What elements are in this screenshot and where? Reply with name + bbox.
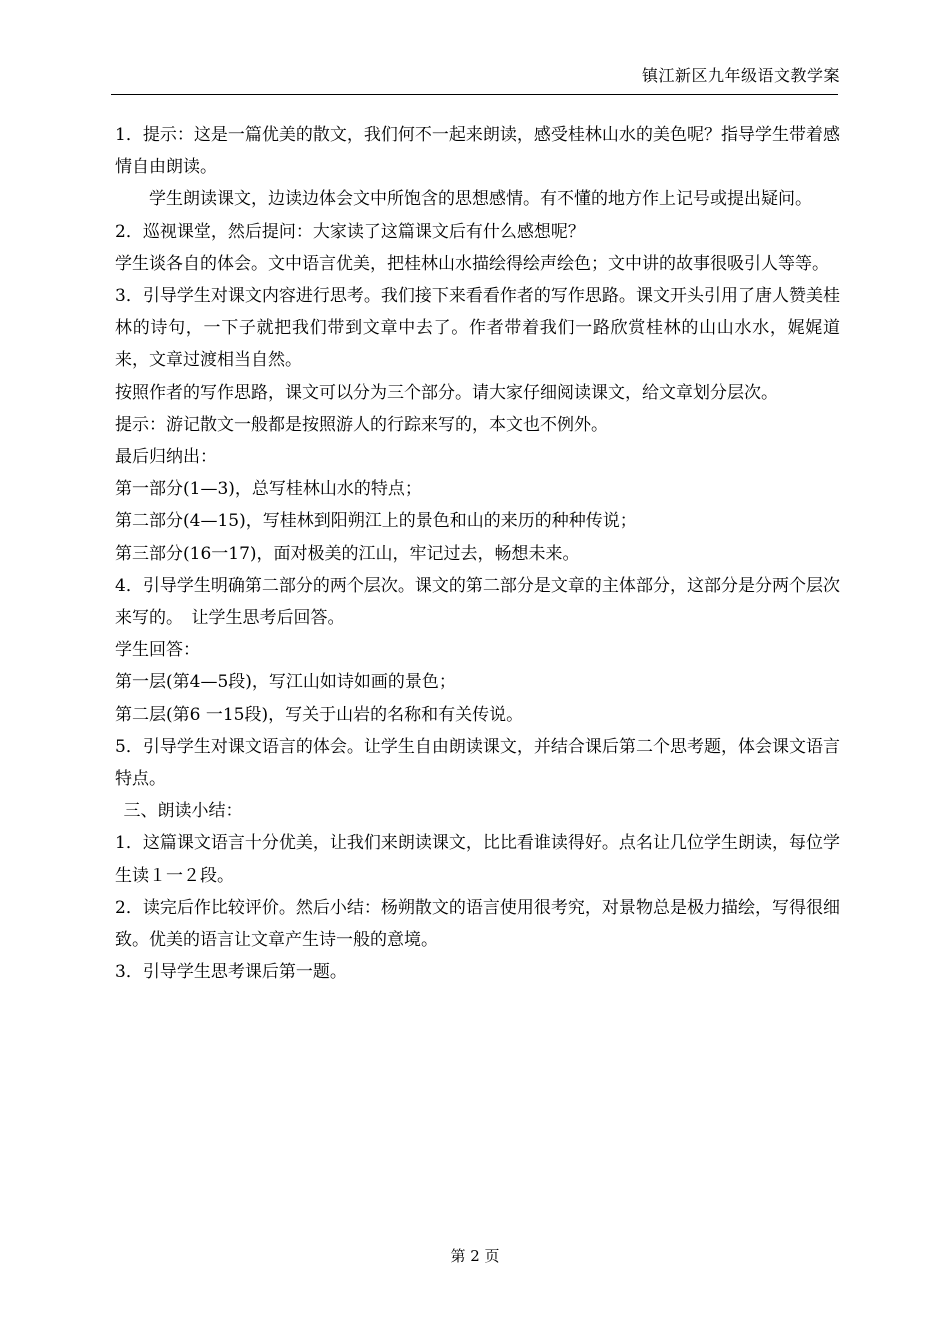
paragraph-structure-hint: 提示：游记散文一般都是按照游人的行踪来写的，本文也不例外。 [115, 414, 608, 435]
paragraph-part-1: 第一部分(1—3)，总写桂林山水的特点； [115, 479, 422, 500]
paragraph-step-5: 5．引导学生对课文语言的体会。让学生自由朗读课文，并结合课后第二个思考题，体会课文语言特点。 [115, 736, 840, 790]
paragraph-part-3: 第三部分(16一17)，面对极美的江山，牢记过去，畅想未来。 [115, 543, 580, 564]
paragraph-step-4: 4．引导学生明确第二部分的两个层次。课文的第二部分是文章的主体部分，这部分是分两个层次来写的。 让学生思考后回答。 [115, 575, 840, 629]
paragraph-summary-intro: 最后归纳出： [115, 447, 217, 468]
paragraph-summary-2: 2．读完后作比较评价。然后小结：杨朔散文的语言使用很考究，对景物总是极力描绘，写得很细致。优美的语言让文章产生诗一般的意境。 [115, 897, 840, 951]
paragraph-step-2: 2．巡视课堂，然后提问：大家读了这篇课文后有什么感想呢？ [115, 221, 585, 242]
page-header: 镇江新区九年级语文教学案 [641, 66, 840, 85]
paragraph-student-reading: 学生朗读课文，边读边体会文中所饱含的思想感情。有不懂的地方作上记号或提出疑问。 [149, 189, 812, 210]
paragraph-summary-3: 3．引导学生思考课后第一题。 [115, 962, 347, 983]
page-number: 第 2 页 [450, 1247, 500, 1265]
paragraph-part-2: 第二部分(4—15)，写桂林到阳朔江上的景色和山的来历的种种传说； [115, 511, 637, 532]
header-divider [111, 94, 838, 95]
document-body [115, 119, 840, 988]
paragraph-structure: 按照作者的写作思路，课文可以分为三个部分。请大家仔细阅读课文，给文章划分层次。 [115, 382, 778, 403]
paragraph-step-3: 3．引导学生对课文内容进行思考。我们接下来看看作者的写作思路。课文开头引用了唐人赞美桂林的诗句，一下子就把我们带到文章中去了。作者带着我们一路欣赏桂林的山山水水，娓娓道来，文章过渡相当自然。 [115, 286, 840, 371]
paragraph-layer-1: 第一层(第4—5段)，写江山如诗如画的景色； [115, 672, 456, 693]
paragraph-student-feelings: 学生谈各自的体会。文中语言优美，把桂林山水描绘得绘声绘色；文中讲的故事很吸引人等等。 [115, 253, 829, 274]
paragraph-layer-2: 第二层(第6 一15段)，写关于山岩的名称和有关传说。 [115, 704, 524, 725]
paragraph-hint-1: 1．提示：这是一篇优美的散文，我们何不一起来朗读，感受桂林山水的美色呢？指导学生带着感情自由朗读。 [115, 125, 840, 178]
paragraph-student-answer: 学生回答： [115, 640, 200, 661]
paragraph-summary-1: 1．这篇课文语言十分优美，让我们来朗读课文，比比看谁读得好。点名让几位学生朗读，每位学生读１一２段。 [115, 833, 840, 886]
section-heading-reading-summary: 三、朗读小结： [123, 801, 243, 822]
